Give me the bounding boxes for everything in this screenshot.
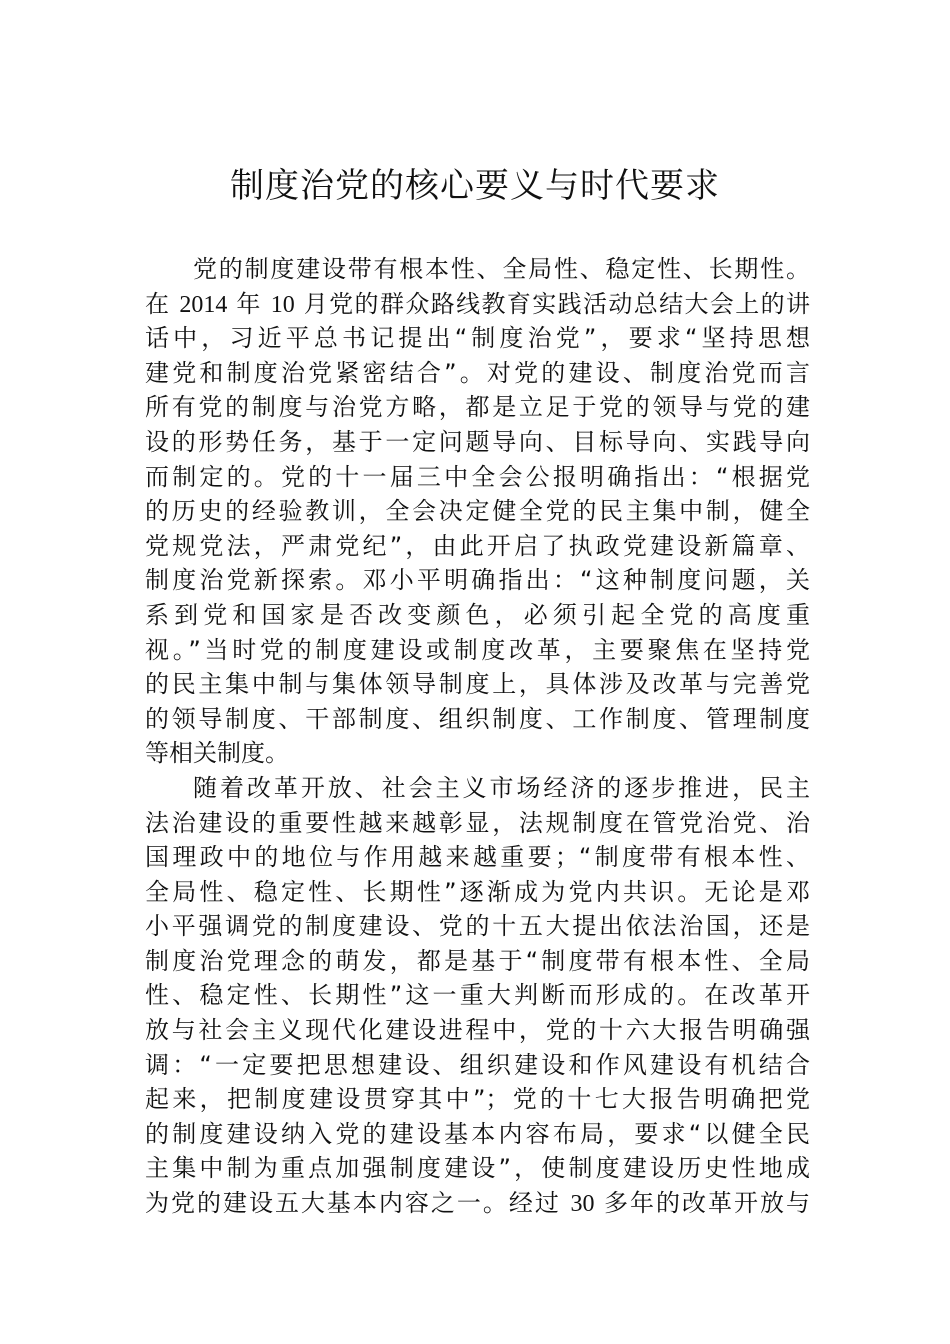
paragraph-2 — [145, 771, 810, 1221]
paragraph-line: 为党的建设五大基本内容之一。经过 30 多年的改革开放与 — [145, 1189, 810, 1218]
paragraph-line: 等相关制度。 — [145, 739, 289, 768]
paragraph-line: 小平强调党的制度建设、党的十五大提出依法治国，还是 — [145, 912, 810, 941]
paragraph-line: 国理政中的地位与作用越来越重要；“制度带有根本性、 — [145, 843, 810, 872]
paragraph-line: 党的制度建设带有根本性、全局性、稳定性、长期性。 — [193, 255, 810, 283]
document-body — [145, 252, 810, 1221]
paragraph-line: 系到党和国家是否改变颜色，必须引起全党的高度重 — [145, 600, 810, 629]
document-title: 制度治党的核心要义与时代要求 — [230, 166, 720, 206]
paragraph-line: 的历史的经验教训，全会决定健全党的民主集中制，健全 — [145, 497, 810, 526]
paragraph-line: 党规党法，严肃党纪”，由此开启了执政党建设新篇章、 — [145, 531, 810, 560]
paragraph-line: 全局性、稳定性、长期性”逐渐成为党内共识。无论是邓 — [145, 877, 810, 906]
paragraph-line: 在 2014 年 10 月党的群众路线教育实践活动总结大会上的讲 — [145, 289, 810, 318]
paragraph-line: 设的形势任务，基于一定问题导向、目标导向、实践导向 — [145, 427, 810, 456]
paragraph-line: 起来，把制度建设贯穿其中”；党的十七大报告明确把党 — [145, 1085, 810, 1114]
paragraph-line: 视。”当时党的制度建设或制度改革，主要聚焦在坚持党 — [145, 635, 810, 664]
paragraph-line: 的领导制度、干部制度、组织制度、工作制度、管理制度 — [145, 704, 810, 733]
paragraph-line: 话中，习近平总书记提出“制度治党”，要求“坚持思想 — [145, 324, 810, 353]
paragraph-line: 调：“一定要把思想建设、组织建设和作风建设有机结合 — [145, 1050, 810, 1079]
paragraph-line: 制度治党新探索。邓小平明确指出：“这种制度问题，关 — [145, 566, 810, 595]
paragraph-line: 性、稳定性、长期性”这一重大判断而形成的。在改革开 — [145, 981, 810, 1010]
paragraph-line: 的制度建设纳入党的建设基本内容布局，要求“以健全民 — [145, 1119, 810, 1148]
paragraph-line: 而制定的。党的十一届三中全会公报明确指出：“根据党 — [145, 462, 810, 491]
paragraph-1 — [145, 252, 810, 771]
paragraph-line: 所有党的制度与治党方略，都是立足于党的领导与党的建 — [145, 393, 810, 422]
paragraph-line: 随着改革开放、社会主义市场经济的逐步推进，民主 — [193, 773, 810, 802]
paragraph-line: 主集中制为重点加强制度建设”，使制度建设历史性地成 — [145, 1154, 810, 1183]
paragraph-line: 法治建设的重要性越来越彰显，法规制度在管党治党、治 — [145, 808, 810, 837]
paragraph-line: 建党和制度治党紧密结合”。对党的建设、制度治党而言 — [145, 358, 810, 387]
paragraph-line: 放与社会主义现代化建设进程中，党的十六大报告明确强 — [145, 1016, 810, 1045]
paragraph-line: 制度治党理念的萌发，都是基于“制度带有根本性、全局 — [145, 946, 810, 975]
paragraph-line: 的民主集中制与集体领导制度上，具体涉及改革与完善党 — [145, 670, 810, 699]
